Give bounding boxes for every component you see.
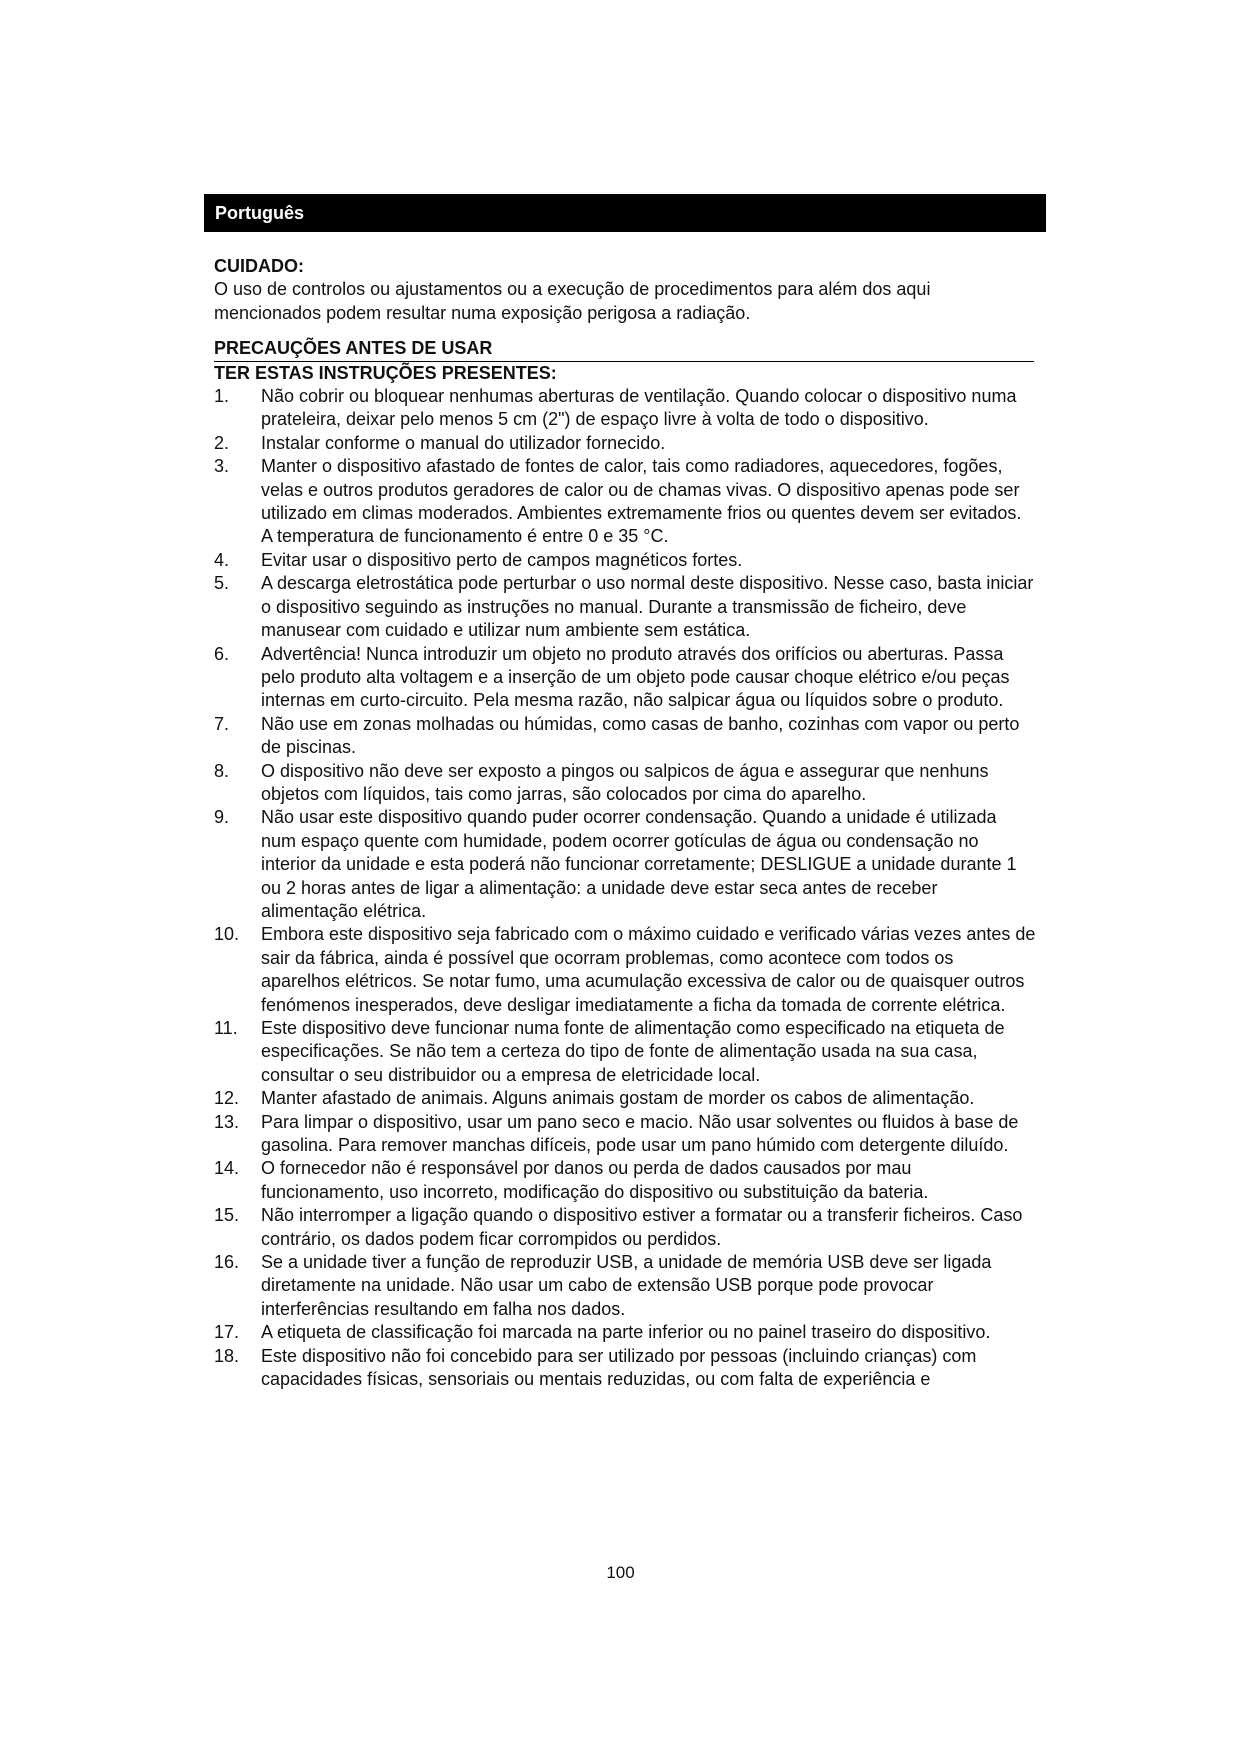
list-item-number: 8. xyxy=(214,760,230,781)
list-item-text: Não interromper a ligação quando o dispositivo estiver a formatar ou a transferir ficheiros. Caso contrário, os dados podem ficar corrompidos ou perdidos. xyxy=(261,1205,1023,1249)
list-item-number: 10. xyxy=(214,924,240,945)
list-item-text: Este dispositivo deve funcionar numa fonte de alimentação como especificado na etiqueta de especificações. Se não tem a certeza do tipo de fonte de alimentação usada na sua casa, consultar o seu distribuidor ou a empresa de eletricidade local. xyxy=(261,1018,1005,1085)
list-item-text: Não cobrir ou bloquear nenhumas aberturas de ventilação. Quando colocar o dispositivo numa prateleira, deixar pelo menos 5 cm (2") de espaço livre à volta de todo o dispositivo. xyxy=(261,386,1017,430)
list-item-text: Este dispositivo não foi concebido para ser utilizado por pessoas (incluindo crianças) com capacidades físicas, sensoriais ou mentais reduzidas, ou com falta de experiência e xyxy=(261,1345,977,1390)
list-item xyxy=(214,1157,1036,1204)
list-item-number: 14. xyxy=(214,1158,240,1179)
list-item-text: O dispositivo não deve ser exposto a pingos ou salpicos de água e assegurar que nenhuns objetos com líquidos, tais como jarras, são colocados por cima do aparelho. xyxy=(261,760,989,804)
list-item xyxy=(214,1017,1036,1087)
list-item xyxy=(214,1345,1036,1392)
caution-text: O uso de controlos ou ajustamentos ou a execução de procedimentos para além dos aqui mencionados podem resultar numa exposição perigosa a radiação. xyxy=(214,279,931,323)
list-item xyxy=(214,806,1036,923)
list-item-text: Não use em zonas molhadas ou húmidas, como casas de banho, cozinhas com vapor ou perto de piscinas. xyxy=(261,713,1020,758)
list-item-number: 5. xyxy=(214,573,230,594)
list-item xyxy=(214,1204,1036,1251)
list-item xyxy=(214,455,1036,549)
list-item-text: Não usar este dispositivo quando puder ocorrer condensação. Quando a unidade é utilizada num espaço quente com humidade, podem ocorrer gotículas de água ou condensação no interior da unidade e esta poderá não funcionar corretamente; DESLIGUE a unidade durante 1 ou 2 horas antes de ligar a alimentação: a unidade deve estar seca antes de receber alimentação elétrica. xyxy=(261,807,1017,921)
list-item-number: 16. xyxy=(214,1252,240,1273)
list-item-text: Manter afastado de animais. Alguns animais gostam de morder os cabos de alimentação. xyxy=(261,1088,975,1109)
list-item-number: 6. xyxy=(214,643,230,664)
list-item-number: 15. xyxy=(214,1205,240,1226)
list-item-text: Para limpar o dispositivo, usar um pano seco e macio. Não usar solventes ou fluidos à base de gasolina. Para remover manchas difíceis, pode usar um pano húmido com detergente diluído. xyxy=(261,1111,1019,1156)
list-item-text: Se a unidade tiver a função de reproduzir USB, a unidade de memória USB deve ser ligada diretamente na unidade. Não usar um cabo de extensão USB porque pode provocar interferências resultando em falha nos dados. xyxy=(261,1252,992,1319)
list-item-number: 7. xyxy=(214,713,230,734)
precautions-heading: PRECAUÇÕES ANTES DE USAR xyxy=(214,337,1034,361)
list-item-number: 4. xyxy=(214,549,230,570)
list-item-number: 17. xyxy=(214,1322,240,1343)
list-item xyxy=(214,713,1036,760)
list-item xyxy=(214,432,1036,455)
list-item xyxy=(214,549,1036,572)
list-item-text: Embora este dispositivo seja fabricado com o máximo cuidado e verificado várias vezes antes de sair da fábrica, ainda é possível que ocorram problemas, como acontece com todos os aparelhos elétricos. Se notar fumo, uma acumulação excessiva de calor ou de quaisquer outros fenómenos inesperados, deve desligar imediatamente a ficha da tomada de corrente elétrica. xyxy=(261,924,1036,1015)
list-item-number: 9. xyxy=(214,807,230,828)
list-item-text: A etiqueta de classificação foi marcada na parte inferior ou no painel traseiro do dispositivo. xyxy=(261,1322,991,1343)
list-item-text: Evitar usar o dispositivo perto de campos magnéticos fortes. xyxy=(261,549,743,570)
list-item xyxy=(214,572,1036,642)
list-item-number: 12. xyxy=(214,1088,240,1109)
page-content xyxy=(214,255,1036,1392)
caution-heading: CUIDADO: xyxy=(214,256,304,276)
list-item xyxy=(214,1321,1036,1344)
list-item xyxy=(214,385,1036,432)
list-item-number: 13. xyxy=(214,1111,240,1132)
list-item-text: O fornecedor não é responsável por danos ou perda de dados causados por mau funcionamento, uso incorreto, modificação do dispositivo ou substituição da bateria. xyxy=(261,1158,929,1202)
list-item-text: Manter o dispositivo afastado de fontes de calor, tais como radiadores, aquecedores, fogões, velas e outros produtos geradores de calor ou de chamas vivas. O dispositivo apenas pode ser utilizado em climas moderados. Ambientes extremamente frios ou quentes devem ser evitados. A temperatura de funcionamento é entre 0 e 35 °C. xyxy=(261,456,1022,547)
list-item-number: 1. xyxy=(214,386,230,407)
list-item-number: 18. xyxy=(214,1345,240,1366)
list-item-text: Advertência! Nunca introduzir um objeto no produto através dos orifícios ou aberturas. Passa pelo produto alta voltagem e a inserção de um objeto pode causar choque elétrico e/ou peças internas em curto-circuito. Pela mesma razão, não salpicar água ou líquidos sobre o produto. xyxy=(261,643,1010,711)
list-item-number: 11. xyxy=(214,1018,238,1038)
page-number: 100 xyxy=(606,1563,635,1582)
list-item-number: 3. xyxy=(214,456,230,477)
list-item-text: Instalar conforme o manual do utilizador fornecido. xyxy=(261,432,666,453)
instructions-subheading: TER ESTAS INSTRUÇÕES PRESENTES: xyxy=(214,362,557,383)
list-item-text: A descarga eletrostática pode perturbar o uso normal deste dispositivo. Nesse caso, basta iniciar o dispositivo seguindo as instruções no manual. Durante a transmissão de ficheiro, deve manusear com cuidado e utilizar num ambiente sem estática. xyxy=(261,573,1034,641)
instructions-list xyxy=(214,385,1036,1391)
list-item xyxy=(214,1251,1036,1321)
list-item-number: 2. xyxy=(214,432,230,453)
list-item xyxy=(214,923,1036,1017)
language-section-header: Português xyxy=(204,194,1046,232)
list-item xyxy=(214,1111,1036,1158)
list-item xyxy=(214,760,1036,807)
list-item xyxy=(214,643,1036,713)
list-item xyxy=(214,1087,1036,1110)
